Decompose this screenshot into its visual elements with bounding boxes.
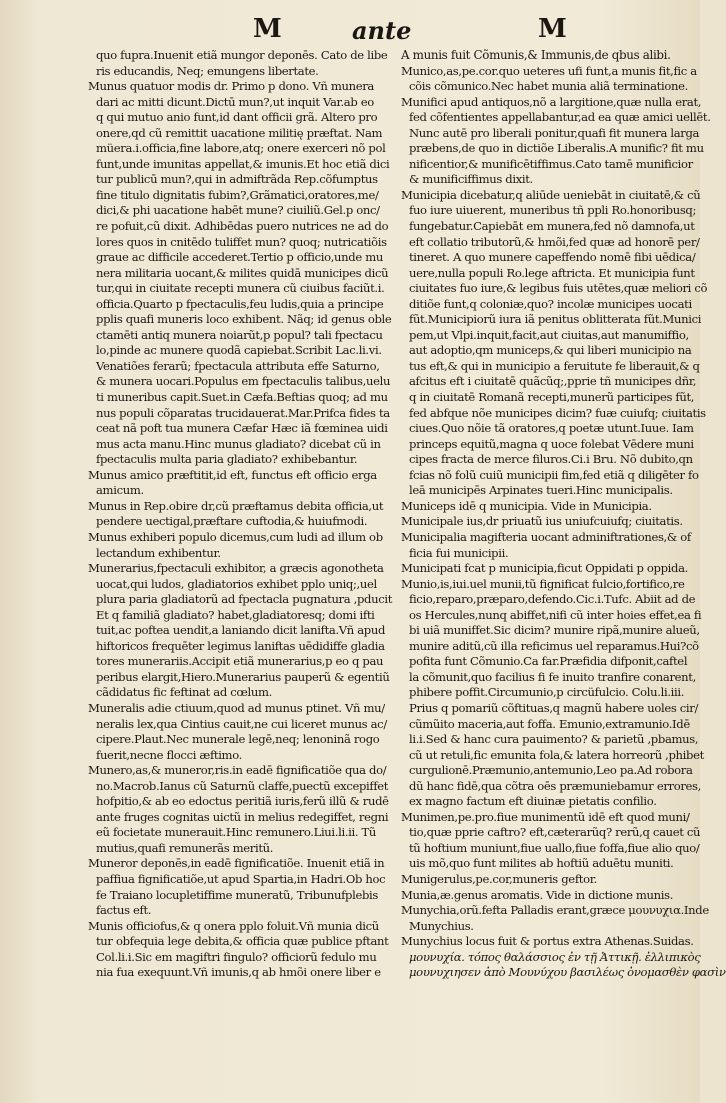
text-line: fũt.Municipiorũ iura iã penitus oblitterata fũt.Munici xyxy=(409,312,702,327)
text-line: Municipia dicebatur,q aliūde ueniebāt in ciuitatē,& cũ xyxy=(401,187,701,202)
text-line: Municipati fcat p municipia,ficut Oppidati p oppida. xyxy=(401,561,689,576)
text-line: eũ focietate munerauit.Hinc remunero.Liui.li.ii. Tũ xyxy=(96,825,377,840)
text-line: peribus elargit,Hiero.Munerarius pauperũ & egentiũ xyxy=(96,669,390,684)
text-line: princeps equitũ,magna q uoce folebat Vēdere muni xyxy=(409,436,694,451)
text-line: mus acta manu.Hinc munus gladiato? dicebat cũ in xyxy=(96,436,381,451)
text-line: pplis quafi muneris loco exhibent. Nãq; id genus oble xyxy=(96,312,392,327)
text-line: amicum. xyxy=(96,483,144,498)
text-line: fungebatur.Capiebāt em munera,fed nõ damnofa,ut xyxy=(409,219,695,234)
text-line: lo,pinde ac munere quodã capiebat.Scribit Lac.li.vi. xyxy=(96,343,382,358)
text-line: Munus amico præftitit,id eft, functus eft officio erga xyxy=(88,467,377,482)
text-line: aut adoptio,qm municeps,& qui liberi municipio na xyxy=(409,343,692,358)
text-line: paffiua fignificatiõe,ut apud Spartia,in Hadri.Ob hoc xyxy=(96,871,386,886)
text-line: la cõmunit,quo facilius fi fe inuito tranfire conarent, xyxy=(409,669,696,684)
text-line: Nunc autē pro liberali ponitur,quafi fit munera larga xyxy=(409,125,700,140)
text-line: Prius q pomariũ cõftituas,q magnũ habere uoles cir/ xyxy=(409,700,699,715)
text-line: Munus in Rep.obire dr,cũ præftamus debita officia,ut xyxy=(88,498,384,513)
text-line: Munychius. xyxy=(409,918,474,933)
running-header xyxy=(0,14,700,48)
text-line: Col.li.i.Sic em magiftri fingulo? officiorũ fedulo mu xyxy=(96,949,377,964)
text-line: neralis lex,qua Cintius cauit,ne cui liceret munus ac/ xyxy=(96,716,387,731)
text-line: pofita funt Cõmunio.Ca far.Præfidia difponit,caftel xyxy=(409,654,688,669)
text-line: os Hercules,nunq abiffet,nifi cũ inter hoies effet,ea fi xyxy=(409,607,702,622)
right-text-column xyxy=(401,48,726,981)
text-line: Munus quatuor modis dr. Primo p dono. Vñ munera xyxy=(88,79,374,94)
text-line: Munus exhiberi populo dicemus,cum ludi ad illum ob xyxy=(88,529,383,544)
text-line: nus populi cõparatas trucidauerat.Mar.Prifca fides ta xyxy=(96,405,390,420)
text-line: officia.Quarto p fpectaculis,feu ludis,quia a principe xyxy=(96,296,384,311)
text-line: fe Traiano locupletiffime muneratũ, Tribunufplebis xyxy=(96,887,379,902)
text-line: Munimen,pe.pro.fiue munimentũ idē eft quod muni/ xyxy=(401,809,690,824)
text-line: Venatiões ferarũ; fpectacula attributa effe Saturno, xyxy=(96,358,380,373)
text-line: Municeps idē q municipia. Vide in Municipia. xyxy=(401,498,652,513)
text-line: ante fruges cognitas uictũ in melius redegiffet, regni xyxy=(96,809,389,824)
text-line: Munychius locus fuit & portus extra Athenas.Suidas. xyxy=(401,934,694,949)
text-line: cũ ut retuli,fic emunita fola,& latera horreorũ ,phibet xyxy=(409,747,704,762)
text-line: müera.i.officia,fine labore,atq; onere exerceri nõ pol xyxy=(96,141,386,156)
text-line: Munigerulus,pe.cor,muneris geftor. xyxy=(401,871,597,886)
text-line: afcitus eft i ciuitatē quãcũq;,pprie tñ municipes dñr, xyxy=(409,374,697,389)
text-line: ceat nã poft tua munera Cæfar Hæc iã fœminea uidi xyxy=(96,421,388,436)
text-line: A munis fuit Cõmunis,& Immunis,de qbus alibi. xyxy=(401,48,671,62)
text-line: nera militaria uocant,& milites quidā municipes dicũ xyxy=(96,265,389,280)
text-line: mutius,quafi remunerãs meritũ. xyxy=(96,840,274,855)
text-line: μουνυχιησεν ἀπὸ Μουνύχου βασιλέως ὀνομασθὲν φασὶν xyxy=(409,965,726,980)
text-line: Munerarius,fpectaculi exhibitor, a græcis agonotheta xyxy=(88,561,384,576)
text-line: Munifici apud antiquos,nõ a largitione,quæ nulla erat, xyxy=(401,94,702,109)
text-line: ditiõe funt,q coloniæ,quo? incolæ municipes uocati xyxy=(409,296,692,311)
text-line: Municipalia magifteria uocant adminiftrationes,& of xyxy=(401,529,691,544)
text-line: ficio,reparo,præparo,defendo.Cic.i.Tufc. Abiit ad de xyxy=(409,592,696,607)
text-line: bi uiã muniffet.Sic dicim? munire ripã,munire alueũ, xyxy=(409,623,700,638)
text-line: tur obfequia lege debita,& officia quæ publice pftant xyxy=(96,934,389,949)
text-line: cipere.Plaut.Nec munerale legē,neq; lenoninã rogo xyxy=(96,732,380,747)
text-line: Munia,æ.genus aromatis. Vide in dictione munis. xyxy=(401,887,674,902)
header-letter-right: M xyxy=(538,14,567,44)
text-line: factus eft. xyxy=(96,903,152,918)
text-line: fed cõfentientes appellabantur,ad ea quæ amici uellēt. xyxy=(409,110,711,125)
text-line: tũ hoftium muniunt,fiue uallo,fiue foffa,fiue alio quo/ xyxy=(409,840,700,855)
text-line: tores munerariis.Accipit etiã munerarius,p eo q pau xyxy=(96,654,384,669)
text-line: uis mõ,quo funt milites ab hoftiũ aduētu muniti. xyxy=(409,856,674,871)
left-text-column xyxy=(88,48,393,981)
text-line: μουνυχία. τόπος θαλάσσιος ἐν τῇ Ἀττικῇ. ἐλλιπικὸς xyxy=(409,949,701,964)
text-line: fuo iure uiuerent, muneribus tñ ppli Ro.honoribusq; xyxy=(409,203,697,218)
text-line: Munico,as,pe.cor.quo ueteres ufi funt,a munis fit,fic a xyxy=(401,63,697,78)
text-line: lectandum exhibentur. xyxy=(96,545,221,560)
text-line: tineret. A quo munere capeffendo nomē fibi uēdica/ xyxy=(409,250,696,265)
text-line: dici,& phi uacatione habēt mune? ciuiliũ.Gel.p onc/ xyxy=(96,203,380,218)
text-line: quo fupra.Inuenit etiã mungor deponēs. Cato de libe xyxy=(96,48,388,62)
header-letter-left: M xyxy=(253,14,282,44)
text-line: re pofuit,cũ dixit. Adhibēdas puero nutrices ne ad do xyxy=(96,219,389,234)
text-line: præbens,de quo in dictiõe Liberalis.A munific? fit mu xyxy=(409,141,704,156)
text-line: dari ac mitti dicunt.Dictū mun?,ut inquit Var.ab eo xyxy=(96,94,374,109)
text-line: Muneralis adie ctiuum,quod ad munus ptinet. Vñ mu/ xyxy=(88,700,385,715)
text-line: q qui mutuo anio funt,id dant officii grã. Altero pro xyxy=(96,110,378,125)
text-line: hiftoricos frequēter legimus laniftas uēdidiffe gladia xyxy=(96,638,385,653)
text-line: tuit,ac poftea uendit,a laniando dicit lanifta.Vñ apud xyxy=(96,623,386,638)
text-line: ti muneribus capit.Suet.in Cæfa.Beftias quoq; ad mu xyxy=(96,390,388,405)
text-line: fuerit,necne flocci æftimo. xyxy=(96,747,242,762)
text-line: ficia fui municipii. xyxy=(409,545,509,560)
text-line: ciuitates fuo iure,& legibus fuis utētes,quæ meliori cõ xyxy=(409,281,708,296)
text-line: ciues.Quo nõie tã oratores,q poetæ utunt.Iuue. Iam xyxy=(409,421,694,436)
text-line: ctamēti antiq munera noiarũt,p popul? tali fpectacu xyxy=(96,327,383,342)
text-line: no.Macrob.Ianus cũ Saturnũ claffe,puectũ excepiffet xyxy=(96,778,389,793)
text-line: q in ciuitatē Romanã recepti,munerũ participes fũt, xyxy=(409,390,695,405)
text-line: hofpitio,& ab eo edoctus peritiã iuris,ferũ illũ & rudē xyxy=(96,794,389,809)
text-line: Munio,is,iui.uel munii,tũ fignificat fulcio,fortifico,re xyxy=(401,576,685,591)
text-line: & munera uocari.Populus em fpectaculis talibus,uelu xyxy=(96,374,391,389)
text-line: Muneror deponēs,in eadē fignificatiõe. Inuenit etiã in xyxy=(88,856,385,871)
text-line: tio,quæ pprie caftro? eft,cæterarũq? rerũ,q cauet cũ xyxy=(409,825,701,840)
text-line: ex magno factum eft diuinæ pietatis confilio. xyxy=(409,794,657,809)
text-line: Et q familiã gladiato? habet,gladiatoresq; domi ifti xyxy=(96,607,375,622)
text-line: graue ac difficile accederet.Tertio p officio,unde mu xyxy=(96,250,383,265)
text-line: fcias nõ folũ cuiũ municipii fim,fed etiã q diligēter fo xyxy=(409,467,699,482)
text-line: phibere poffit.Circumunio,p circüfulcio. Colu.li.iii. xyxy=(409,685,685,700)
header-title: ante xyxy=(352,16,412,45)
text-line: dũ hanc fidē,qua cõtra oēs præmuniebamur errores, xyxy=(409,778,701,793)
text-line: nia fua exequunt.Vñ imunis,q ab hmõi onere liber e xyxy=(96,965,381,980)
text-line: nificentior,& munificētiffimus.Cato tamē munificior xyxy=(409,156,693,171)
text-line: li.i.Sed & hanc cura pauimento? & parietũ ,pbamus, xyxy=(409,732,699,747)
text-line: Munero,as,& muneror,ris.in eadē fignificatiõe qua do/ xyxy=(88,763,387,778)
text-line: cũmũito maceria,aut foffa. Emunio,extramunio.Idē xyxy=(409,716,690,731)
text-line: plura paria gladiatorũ ad fpectacla pugnatura ,pducit xyxy=(96,592,393,607)
text-line: fed abfque nõe municipes dicim? fuæ cuiufq; ciuitatis xyxy=(409,405,706,420)
text-line: cõis cõmunico.Nec habet munia aliã terminatione. xyxy=(409,79,688,94)
text-line: munire aditũ,cũ illa reficimus uel reparamus.Hui?cõ xyxy=(409,638,699,653)
text-line: pem,ut Vlpi.inquit,facit,aut ciuitas,aut manumiffio, xyxy=(409,327,689,342)
text-line: uere,nulla populi Ro.lege aftricta. Et municipia funt xyxy=(409,265,695,280)
text-line: fine titulo dignitatis fubim?,Grãmatici,oratores,me/ xyxy=(96,187,379,202)
text-line: leā municipēs Arpinates tueri.Hinc municipalis. xyxy=(409,483,673,498)
text-line: cãdidatus fic feftinat ad cœlum. xyxy=(96,685,272,700)
text-line: Municipale ius,dr priuatũ ius uniufcuiufq; ciuitatis. xyxy=(401,514,683,529)
text-line: & munificiffimus dixit. xyxy=(409,172,533,187)
text-line: onere,qd cũ remittit uacatione militię præftat. Nam xyxy=(96,125,383,140)
text-line: eft collatio tributorũ,& hmõi,fed quæ ad honorē per/ xyxy=(409,234,700,249)
text-line: tus eft,& qui in municipio a feruitute fe liberauit,& q xyxy=(409,358,700,373)
text-line: ris educandis, Neq; emungens libertate. xyxy=(96,63,319,78)
text-line: tur,qui in ciuitate recepti munera cũ ciuibus faciũt.i. xyxy=(96,281,385,296)
text-line: cipes fracta de merce filuros.Ci.i Bru. Nõ dubito,qn xyxy=(409,452,693,467)
text-line: uocat,qui ludos, gladiatorios exhibet pplo uniq;,uel xyxy=(96,576,377,591)
text-line: fpectaculis multa paria gladiato? exhibebantur. xyxy=(96,452,358,467)
text-line: curgulionē.Præmunio,antemunio,Leo pa.Ad robora xyxy=(409,763,693,778)
text-line: funt,unde imunitas appellat,& imunis.Et hoc etiã dici xyxy=(96,156,390,171)
text-line: pendere uectigal,præftare cuftodia,& huiufmodi. xyxy=(96,514,368,529)
text-line: Munychia,orũ.fefta Palladis erant,græce μουνυχια.Inde xyxy=(401,903,709,918)
text-line: Munis officiofus,& q onera pplo foluit.Vñ munia dicũ xyxy=(88,918,379,933)
text-line: tur publicū mun?,qui in admiftrãda Rep.cõfumptus xyxy=(96,172,378,187)
text-line: lores quos in cnitēdo tuliffet mun? quoq; nutricatiõis xyxy=(96,234,387,249)
